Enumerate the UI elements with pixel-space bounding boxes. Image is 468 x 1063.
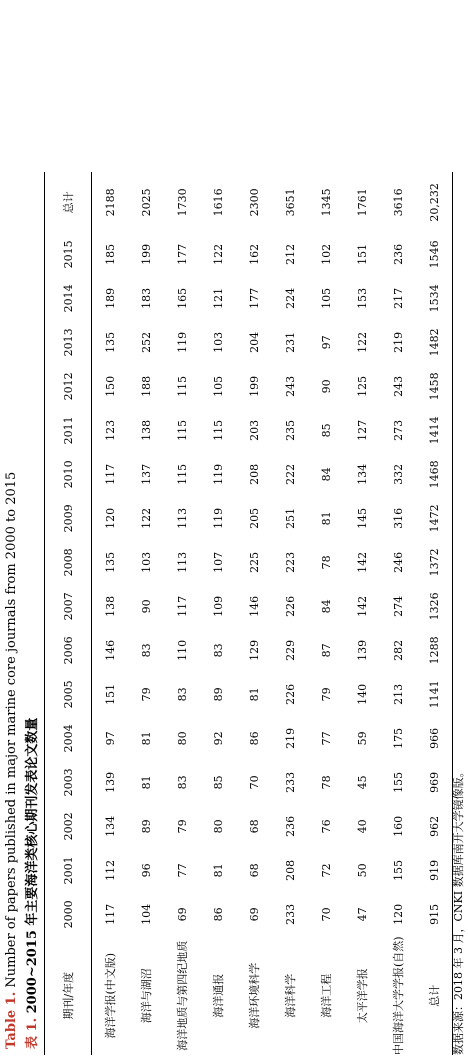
row-total-cell: 2025: [139, 188, 153, 217]
value-cell: 155: [391, 771, 405, 793]
value-cell: 103: [211, 331, 225, 353]
value-cell: 316: [391, 507, 405, 529]
value-cell: 119: [211, 463, 225, 485]
value-cell: 135: [103, 551, 117, 573]
value-cell: 235: [283, 419, 297, 441]
row-total-cell: 1616: [211, 188, 225, 217]
value-cell: 77: [175, 863, 189, 878]
value-cell: 165: [175, 287, 189, 309]
header-year: 2009: [45, 496, 92, 540]
value-cell: 80: [175, 731, 189, 746]
row-total-cell: 1761: [355, 188, 369, 217]
value-cell: 1546: [427, 240, 441, 269]
value-cell: 140: [355, 683, 369, 705]
value-cell: 105: [211, 375, 225, 397]
value-cell: 86: [247, 731, 261, 746]
value-cell: 229: [283, 639, 297, 661]
journal-name-cell: 太平洋学报: [356, 968, 369, 1024]
value-cell: 77: [319, 731, 333, 746]
value-cell: 199: [139, 243, 153, 265]
value-cell: 213: [391, 683, 405, 705]
value-cell: 84: [319, 599, 333, 614]
value-cell: 127: [355, 419, 369, 441]
value-cell: 79: [139, 687, 153, 702]
value-cell: 1468: [427, 460, 441, 489]
value-cell: 134: [355, 463, 369, 485]
value-cell: 79: [175, 819, 189, 834]
value-cell: 115: [175, 463, 189, 485]
journal-name-cell: 海洋与湖沼: [140, 968, 153, 1024]
value-cell: 966: [427, 727, 441, 749]
value-cell: 85: [319, 423, 333, 438]
value-cell: 117: [103, 463, 117, 485]
value-cell: 59: [355, 731, 369, 746]
value-cell: 45: [355, 775, 369, 790]
header-year: 2000: [45, 892, 92, 936]
value-cell: 86: [211, 907, 225, 922]
value-cell: 139: [355, 639, 369, 661]
table-row: [128, 172, 164, 1055]
value-cell: 1472: [427, 504, 441, 533]
value-cell: 332: [391, 463, 405, 485]
value-cell: 212: [283, 243, 297, 265]
value-cell: 81: [319, 511, 333, 526]
value-cell: 119: [211, 507, 225, 529]
value-cell: 919: [427, 859, 441, 881]
value-cell: 89: [211, 687, 225, 702]
header-year: 2014: [45, 276, 92, 320]
row-total-cell: 2188: [103, 188, 117, 217]
value-cell: 189: [103, 287, 117, 309]
value-cell: 236: [283, 815, 297, 837]
value-cell: 151: [103, 683, 117, 705]
header-total: 总计: [45, 172, 92, 232]
value-cell: 134: [103, 815, 117, 837]
value-cell: 1534: [427, 284, 441, 313]
header-year: 2005: [45, 672, 92, 716]
header-year: 2013: [45, 320, 92, 364]
value-cell: 217: [391, 287, 405, 309]
value-cell: 222: [283, 463, 297, 485]
value-cell: 145: [355, 507, 369, 529]
value-cell: 150: [103, 375, 117, 397]
value-cell: 70: [319, 907, 333, 922]
value-cell: 80: [211, 819, 225, 834]
value-cell: 70: [247, 775, 261, 790]
value-cell: 236: [391, 243, 405, 265]
journal-name-cell: 海洋学报(中文版): [104, 952, 117, 1039]
value-cell: 208: [283, 859, 297, 881]
value-cell: 160: [391, 815, 405, 837]
journal-name-cell: 海洋通报: [212, 973, 225, 1018]
row-total-cell: 20,232: [427, 183, 441, 222]
value-cell: 204: [247, 331, 261, 353]
header-year: 2007: [45, 584, 92, 628]
table-caption-english: [4, 472, 19, 1049]
value-cell: 177: [247, 287, 261, 309]
value-cell: 87: [319, 643, 333, 658]
value-cell: 103: [139, 551, 153, 573]
row-total-cell: 1730: [175, 188, 189, 217]
value-cell: 137: [139, 463, 153, 485]
value-cell: 69: [175, 907, 189, 922]
value-cell: 83: [175, 775, 189, 790]
table-row: [236, 172, 272, 1055]
value-cell: 146: [247, 595, 261, 617]
table-row: [344, 172, 380, 1055]
value-cell: 208: [247, 463, 261, 485]
value-cell: 231: [283, 331, 297, 353]
value-cell: 1141: [427, 680, 441, 709]
value-cell: 219: [283, 727, 297, 749]
value-cell: 273: [391, 419, 405, 441]
value-cell: 243: [391, 375, 405, 397]
journal-name-cell: 海洋工程: [320, 973, 333, 1018]
value-cell: 92: [211, 731, 225, 746]
value-cell: 97: [319, 335, 333, 350]
value-cell: 81: [211, 863, 225, 878]
value-cell: 1372: [427, 548, 441, 577]
table-row: [200, 172, 236, 1055]
value-cell: 109: [211, 595, 225, 617]
value-cell: 139: [103, 771, 117, 793]
value-cell: 138: [139, 419, 153, 441]
value-cell: 177: [175, 243, 189, 265]
value-cell: 151: [355, 243, 369, 265]
value-cell: 1288: [427, 636, 441, 665]
table-header-row: [45, 172, 92, 1055]
value-cell: 246: [391, 551, 405, 573]
header-year: 2003: [45, 760, 92, 804]
value-cell: 97: [103, 731, 117, 746]
value-cell: 113: [175, 551, 189, 573]
value-cell: 113: [175, 507, 189, 529]
value-cell: 225: [247, 551, 261, 573]
value-cell: 153: [355, 287, 369, 309]
value-cell: 102: [319, 243, 333, 265]
value-cell: 123: [103, 419, 117, 441]
value-cell: 1326: [427, 592, 441, 621]
value-cell: 226: [283, 683, 297, 705]
value-cell: 199: [247, 375, 261, 397]
value-cell: 81: [139, 775, 153, 790]
value-cell: 205: [247, 507, 261, 529]
row-total-cell: 2300: [247, 188, 261, 217]
header-year: 2002: [45, 804, 92, 848]
value-cell: 121: [211, 287, 225, 309]
value-cell: 188: [139, 375, 153, 397]
header-year: 2006: [45, 628, 92, 672]
value-cell: 1458: [427, 372, 441, 401]
value-cell: 110: [175, 639, 189, 661]
value-cell: 83: [139, 643, 153, 658]
value-cell: 68: [247, 863, 261, 878]
value-cell: 135: [103, 331, 117, 353]
value-cell: 119: [175, 331, 189, 353]
value-cell: 90: [139, 599, 153, 614]
value-cell: 142: [355, 595, 369, 617]
value-cell: 76: [319, 819, 333, 834]
value-cell: 962: [427, 815, 441, 837]
value-cell: 84: [319, 467, 333, 482]
journal-name-cell: 总计: [428, 984, 441, 1007]
header-year: 2015: [45, 232, 92, 276]
value-cell: 89: [139, 819, 153, 834]
value-cell: 72: [319, 863, 333, 878]
value-cell: 120: [391, 903, 405, 925]
value-cell: 219: [391, 331, 405, 353]
journal-name-cell: 海洋科学: [284, 973, 297, 1018]
value-cell: 122: [355, 331, 369, 353]
value-cell: 142: [355, 551, 369, 573]
value-cell: 203: [247, 419, 261, 441]
value-cell: 233: [283, 903, 297, 925]
value-cell: 185: [103, 243, 117, 265]
value-cell: 122: [211, 243, 225, 265]
value-cell: 40: [355, 819, 369, 834]
header-year: 2010: [45, 452, 92, 496]
value-cell: 83: [211, 643, 225, 658]
value-cell: 146: [103, 639, 117, 661]
table-row: [380, 172, 416, 1055]
value-cell: 243: [283, 375, 297, 397]
value-cell: 1414: [427, 416, 441, 445]
value-cell: 129: [247, 639, 261, 661]
value-cell: 223: [283, 551, 297, 573]
value-cell: 226: [283, 595, 297, 617]
table-row: [416, 172, 453, 1055]
value-cell: 115: [175, 375, 189, 397]
table-row: [164, 172, 200, 1055]
value-cell: 81: [139, 731, 153, 746]
value-cell: 79: [319, 687, 333, 702]
header-journal-year: 期刊/年度: [45, 936, 92, 1055]
header-year: 2004: [45, 716, 92, 760]
caption-text: Number of papers published in major marine core journals from 2000 to 2015: [4, 471, 19, 992]
header-year: 2011: [45, 408, 92, 452]
value-cell: 120: [103, 507, 117, 529]
value-cell: 50: [355, 863, 369, 878]
value-cell: 915: [427, 903, 441, 925]
table-caption-chinese: [21, 718, 40, 1049]
table-row: [92, 172, 129, 1055]
header-year: 2008: [45, 540, 92, 584]
value-cell: 78: [319, 555, 333, 570]
value-cell: 81: [247, 687, 261, 702]
value-cell: 155: [391, 859, 405, 881]
value-cell: 1482: [427, 328, 441, 357]
value-cell: 90: [319, 379, 333, 394]
value-cell: 96: [139, 863, 153, 878]
source-note: 数据来源：2018 年 3 月，CNKI 数据库南开大学镜像版。: [452, 766, 465, 1055]
value-cell: 68: [247, 819, 261, 834]
header-year: 2012: [45, 364, 92, 408]
journal-name-cell: 海洋环境科学: [248, 962, 261, 1029]
value-cell: 233: [283, 771, 297, 793]
caption-label: Table 1.: [4, 991, 19, 1049]
table-body: [92, 172, 453, 1055]
value-cell: 162: [247, 243, 261, 265]
value-cell: 107: [211, 551, 225, 573]
value-cell: 117: [175, 595, 189, 617]
header-year: 2001: [45, 848, 92, 892]
value-cell: 969: [427, 771, 441, 793]
value-cell: 112: [103, 859, 117, 881]
value-cell: 85: [211, 775, 225, 790]
value-cell: 47: [355, 907, 369, 922]
value-cell: 274: [391, 595, 405, 617]
value-cell: 125: [355, 375, 369, 397]
value-cell: 69: [247, 907, 261, 922]
journal-name-cell: 海洋地质与第四纪地质: [176, 940, 189, 1051]
value-cell: 122: [139, 507, 153, 529]
value-cell: 115: [175, 419, 189, 441]
value-cell: 105: [319, 287, 333, 309]
journal-papers-table: [44, 172, 453, 1055]
value-cell: 183: [139, 287, 153, 309]
caption-label: 表 1.: [25, 1017, 40, 1049]
value-cell: 83: [175, 687, 189, 702]
value-cell: 252: [139, 331, 153, 353]
value-cell: 138: [103, 595, 117, 617]
value-cell: 78: [319, 775, 333, 790]
row-total-cell: 3651: [283, 188, 297, 217]
value-cell: 175: [391, 727, 405, 749]
value-cell: 104: [139, 903, 153, 925]
table-row: [308, 172, 344, 1055]
caption-text: 2000~2015 年主要海洋类核心期刊发表论文数量: [25, 717, 40, 1018]
value-cell: 224: [283, 287, 297, 309]
row-total-cell: 1345: [319, 188, 333, 217]
journal-name-cell: 中国海洋大学学报(自然): [392, 936, 405, 1055]
value-cell: 117: [103, 903, 117, 925]
value-cell: 251: [283, 507, 297, 529]
value-cell: 282: [391, 639, 405, 661]
table-row: [272, 172, 308, 1055]
row-total-cell: 3616: [391, 188, 405, 217]
value-cell: 115: [211, 419, 225, 441]
